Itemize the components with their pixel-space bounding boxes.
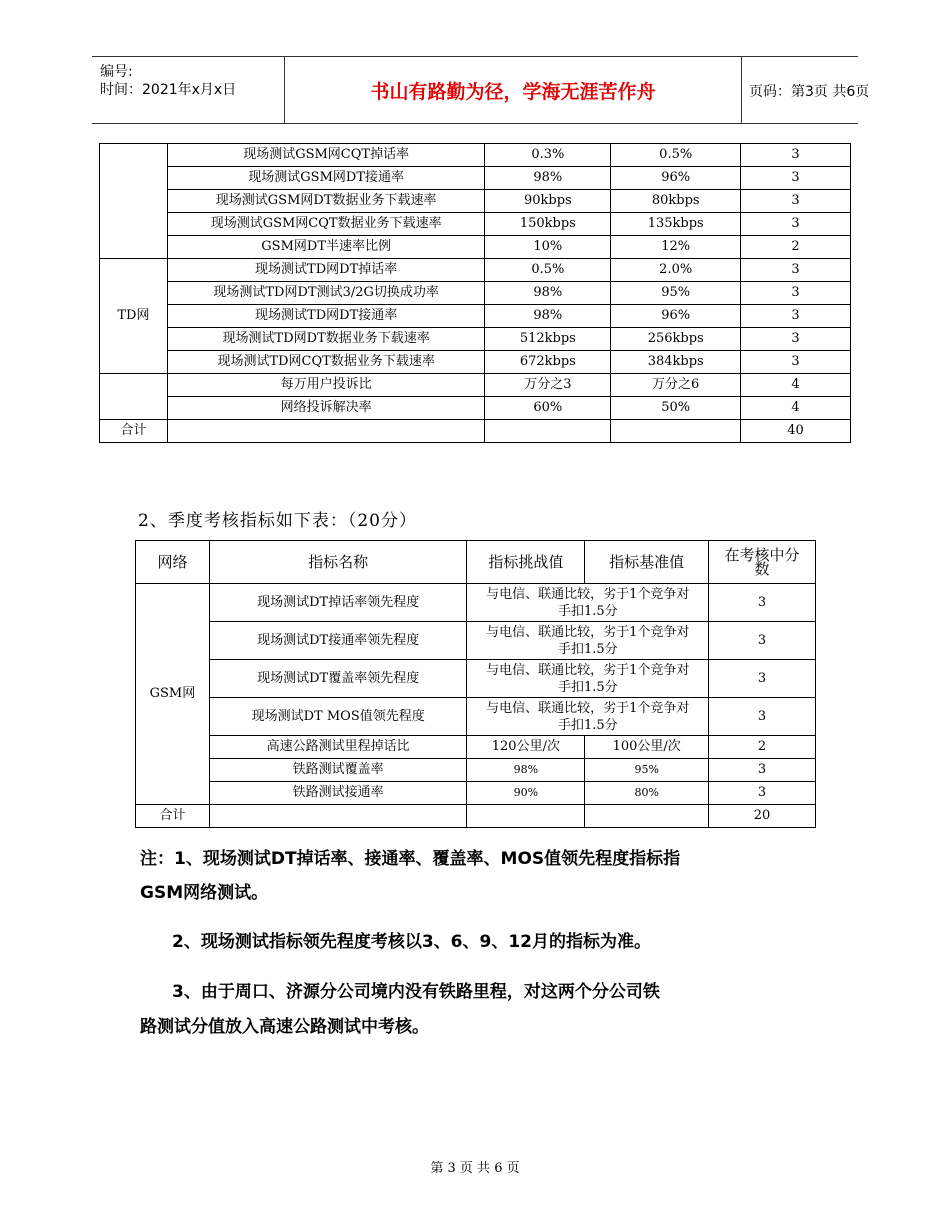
col-header-name: 指标名称 <box>209 541 467 584</box>
challenge-value: 与电信、联通比较，劣于1个竞争对手扣1.5分 <box>467 660 709 698</box>
page-header <box>92 56 870 124</box>
challenge-value: 0.3% <box>485 144 611 167</box>
baseline-value: 100公里/次 <box>585 736 709 759</box>
indicator-name: 现场测试DT接通率领先程度 <box>209 622 467 660</box>
table-row <box>100 259 851 282</box>
empty-cell <box>167 420 484 443</box>
number-label: 编号: <box>100 64 133 80</box>
baseline-value: 80% <box>585 782 709 805</box>
note-3-line-2: 路测试分值放入高速公路测试中考核。 <box>140 1017 429 1037</box>
annual-indicator-table <box>99 143 851 443</box>
table-row <box>100 213 851 236</box>
table-row <box>100 236 851 259</box>
table-row <box>100 282 851 305</box>
indicator-name: 现场测试DT覆盖率领先程度 <box>209 660 467 698</box>
score-value: 3 <box>741 167 851 190</box>
challenge-value: 与电信、联通比较，劣于1个竞争对手扣1.5分 <box>467 698 709 736</box>
empty-cell <box>467 805 585 828</box>
section-title: 2、季度考核指标如下表：（20分） <box>138 511 417 531</box>
group-cell-service <box>100 374 168 420</box>
challenge-value: 0.5% <box>485 259 611 282</box>
table-row <box>100 190 851 213</box>
quarterly-indicator-table <box>135 540 816 828</box>
score-value: 3 <box>741 190 851 213</box>
total-row <box>100 420 851 443</box>
score-value: 4 <box>741 397 851 420</box>
table-row <box>100 374 851 397</box>
indicator-name: 现场测试TD网DT测试3/2G切换成功率 <box>167 282 484 305</box>
score-value: 2 <box>741 236 851 259</box>
group-cell-td: TD网 <box>100 259 168 374</box>
indicator-name: 每万用户投诉比 <box>167 374 484 397</box>
indicator-name: 高速公路测试里程掉话比 <box>209 736 467 759</box>
header-motto-cell <box>284 57 742 123</box>
table-row <box>100 328 851 351</box>
baseline-value: 96% <box>611 167 741 190</box>
note-2: 2、现场测试指标领先程度考核以3、6、9、12月的指标为准。 <box>172 932 651 952</box>
challenge-value: 150kbps <box>485 213 611 236</box>
table-row <box>100 305 851 328</box>
note-3-line-1: 3、由于周口、济源分公司境内没有铁路里程，对这两个分公司铁 <box>172 982 660 1002</box>
empty-cell <box>585 805 709 828</box>
score-value: 3 <box>741 144 851 167</box>
challenge-value: 98% <box>485 282 611 305</box>
col-header-baseline: 指标基准值 <box>585 541 709 584</box>
score-value: 3 <box>709 782 816 805</box>
score-value: 3 <box>741 305 851 328</box>
page-footer: 第 3 页 共 6 页 <box>430 1161 520 1176</box>
table-row <box>100 167 851 190</box>
table-row <box>136 584 816 622</box>
baseline-value: 256kbps <box>611 328 741 351</box>
empty-cell <box>209 805 467 828</box>
time-label: 时间：2021年x月x日 <box>100 82 237 98</box>
indicator-name: 现场测试GSM网CQT掉话率 <box>167 144 484 167</box>
baseline-value: 80kbps <box>611 190 741 213</box>
challenge-value: 10% <box>485 236 611 259</box>
indicator-name: 现场测试GSM网DT数据业务下载速率 <box>167 190 484 213</box>
table-row <box>100 144 851 167</box>
motto-text: 书山有路勤为径，学海无涯苦作舟 <box>370 81 656 103</box>
baseline-value: 95% <box>585 759 709 782</box>
total-label: 合计 <box>136 805 210 828</box>
challenge-value: 120公里/次 <box>467 736 585 759</box>
score-value: 3 <box>709 660 816 698</box>
table-row <box>136 698 816 736</box>
baseline-value: 384kbps <box>611 351 741 374</box>
total-row <box>136 805 816 828</box>
header-page-cell <box>741 57 870 123</box>
total-score: 40 <box>741 420 851 443</box>
indicator-name: 现场测试DT掉话率领先程度 <box>209 584 467 622</box>
challenge-value: 90% <box>467 782 585 805</box>
col-header-challenge: 指标挑战值 <box>467 541 585 584</box>
baseline-value: 0.5% <box>611 144 741 167</box>
baseline-value: 12% <box>611 236 741 259</box>
table-row <box>136 782 816 805</box>
header-left-cell <box>92 57 284 123</box>
indicator-name: 现场测试TD网DT接通率 <box>167 305 484 328</box>
baseline-value: 50% <box>611 397 741 420</box>
total-label: 合计 <box>100 420 168 443</box>
note-1-line-2: GSM网络测试。 <box>140 883 269 903</box>
challenge-value: 98% <box>485 167 611 190</box>
challenge-value: 672kbps <box>485 351 611 374</box>
score-value: 3 <box>741 213 851 236</box>
table-row <box>100 351 851 374</box>
page-info: 页码：第3页 共6页 <box>749 84 870 100</box>
challenge-value: 与电信、联通比较，劣于1个竞争对手扣1.5分 <box>467 584 709 622</box>
group-cell-gsm: GSM网 <box>136 584 210 805</box>
indicator-name: GSM网DT半速率比例 <box>167 236 484 259</box>
header-row <box>136 541 816 584</box>
baseline-value: 96% <box>611 305 741 328</box>
score-value: 3 <box>741 328 851 351</box>
score-value: 3 <box>709 698 816 736</box>
challenge-value: 万分之3 <box>485 374 611 397</box>
baseline-value: 2.0% <box>611 259 741 282</box>
baseline-value: 95% <box>611 282 741 305</box>
score-value: 2 <box>709 736 816 759</box>
indicator-name: 现场测试TD网DT数据业务下载速率 <box>167 328 484 351</box>
table-row <box>136 759 816 782</box>
baseline-value: 135kbps <box>611 213 741 236</box>
baseline-value: 万分之6 <box>611 374 741 397</box>
score-value: 3 <box>709 622 816 660</box>
score-value: 3 <box>709 584 816 622</box>
empty-cell <box>611 420 741 443</box>
indicator-name: 铁路测试接通率 <box>209 782 467 805</box>
indicator-name: 现场测试TD网DT掉话率 <box>167 259 484 282</box>
table-row <box>136 622 816 660</box>
score-value: 3 <box>709 759 816 782</box>
score-value: 3 <box>741 282 851 305</box>
indicator-name: 铁路测试覆盖率 <box>209 759 467 782</box>
table-row <box>136 736 816 759</box>
table-row <box>136 660 816 698</box>
score-value: 3 <box>741 351 851 374</box>
challenge-value: 60% <box>485 397 611 420</box>
total-score: 20 <box>709 805 816 828</box>
col-header-score: 在考核中分数 <box>709 541 816 584</box>
empty-cell <box>485 420 611 443</box>
score-value: 3 <box>741 259 851 282</box>
col-header-network: 网络 <box>136 541 210 584</box>
score-value: 4 <box>741 374 851 397</box>
note-1-line-1: 注：1、现场测试DT掉话率、接通率、覆盖率、MOS值领先程度指标指 <box>140 849 681 869</box>
indicator-name: 现场测试GSM网DT接通率 <box>167 167 484 190</box>
indicator-name: 现场测试TD网CQT数据业务下载速率 <box>167 351 484 374</box>
challenge-value: 90kbps <box>485 190 611 213</box>
challenge-value: 512kbps <box>485 328 611 351</box>
table-row <box>100 397 851 420</box>
challenge-value: 98% <box>485 305 611 328</box>
indicator-name: 现场测试GSM网CQT数据业务下载速率 <box>167 213 484 236</box>
challenge-value: 98% <box>467 759 585 782</box>
indicator-name: 现场测试DT MOS值领先程度 <box>209 698 467 736</box>
indicator-name: 网络投诉解决率 <box>167 397 484 420</box>
challenge-value: 与电信、联通比较，劣于1个竞争对手扣1.5分 <box>467 622 709 660</box>
group-cell-gsm <box>100 144 168 259</box>
